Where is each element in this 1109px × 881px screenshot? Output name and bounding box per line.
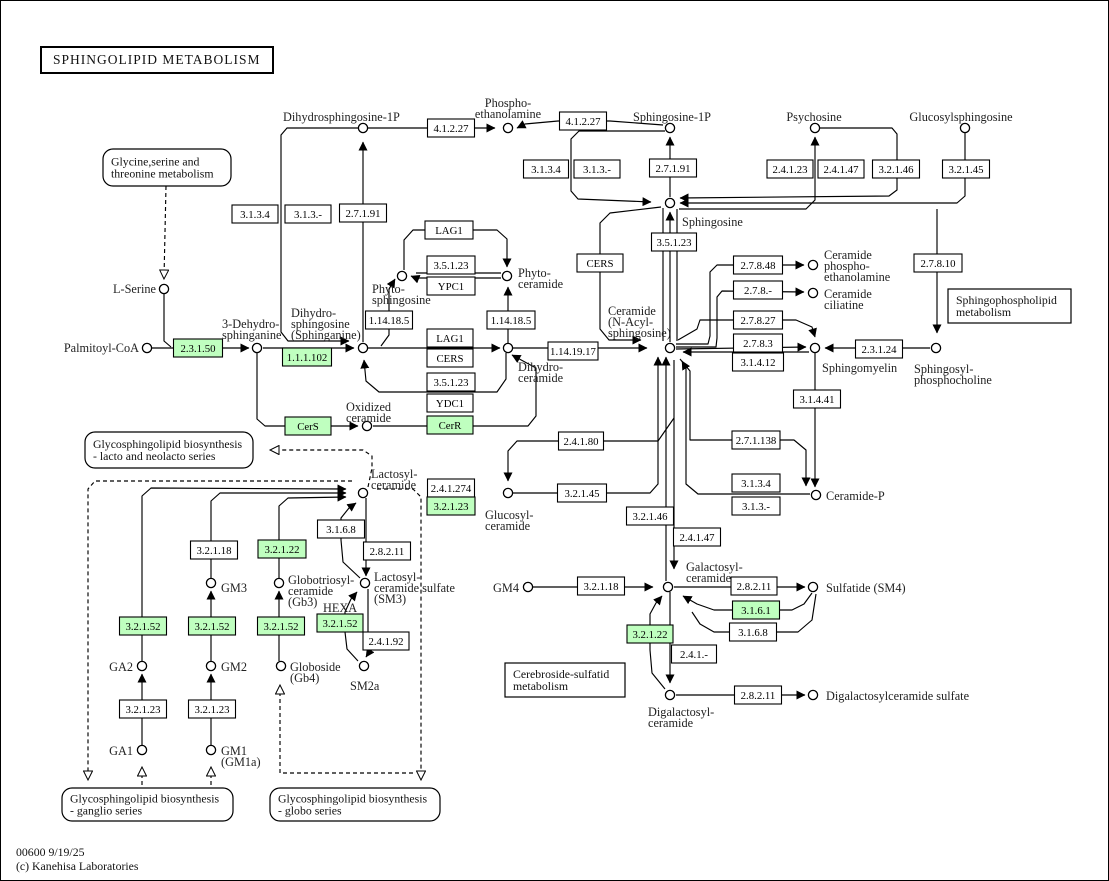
text-label: Sphingomyelin — [822, 361, 898, 375]
enzyme-label: 2.8.2.11 — [740, 689, 776, 702]
map-footer — [16, 846, 139, 873]
enzyme-label: LAG1 — [435, 224, 463, 237]
text-label: Phyto-ceramide — [518, 266, 564, 291]
enzyme-label: 2.7.1.91 — [345, 207, 381, 220]
pathway-box-label: - lacto and neolacto series — [93, 449, 216, 463]
enzyme-label: CerR — [438, 419, 462, 432]
text-label: Ceramide ciliatine — [824, 287, 872, 312]
enzyme-label: 2.3.1.50 — [180, 342, 216, 355]
compound-digalactosyl-ceramide[interactable] — [665, 690, 674, 699]
compound-ceramide-phospho-ethanolamine[interactable] — [808, 260, 817, 269]
pathway-box-label: Cerebroside-sulfatid — [513, 667, 610, 681]
edge-line — [676, 265, 804, 344]
text-label: L-Serine — [112, 282, 156, 296]
enzyme-label: 3.2.1.23 — [194, 703, 230, 716]
edge-line — [341, 503, 360, 578]
text-label: Sulfatide (SM4) — [826, 581, 906, 595]
text-label: Dihydro-sphingosine (Sphinganine) — [291, 306, 361, 342]
text-label: Galactosyl-ceramide — [686, 560, 743, 585]
text-label: Lactosyl-ceramide sulfate (SM3) — [374, 570, 455, 606]
enzyme-label: 3.2.1.52 — [125, 620, 161, 633]
enzyme-label: 1.14.18.5 — [490, 314, 532, 327]
compound-psychosine[interactable] — [810, 123, 819, 132]
text-label: Sphingosine — [682, 215, 743, 229]
text-label: Glucosylsphingosine — [909, 110, 1013, 124]
enzyme-label: 3.1.6.1 — [741, 604, 771, 617]
enzyme-label: 2.7.1.91 — [655, 162, 691, 175]
text-label: Phospho-ethanolamine — [474, 96, 542, 121]
text-label: Palmitoyl-CoA — [63, 341, 139, 355]
enzyme-label: 2.4.1.80 — [563, 435, 599, 448]
compound-dihydro-sphingosine[interactable] — [358, 343, 367, 352]
enzyme-label: 3.2.1.46 — [632, 510, 668, 523]
compound-sphingosine-1p[interactable] — [665, 123, 674, 132]
enzyme-label: 2.4.1.274 — [430, 482, 472, 495]
text-label: Dihydro-ceramide — [518, 360, 564, 385]
map-number: 00600 9/19/25 — [16, 845, 85, 859]
enzyme-label: 3.2.1.46 — [878, 163, 914, 176]
compound-gm4[interactable] — [523, 582, 532, 591]
text-label: Lactosyl-ceramide — [371, 467, 418, 492]
enzyme-label: 3.1.6.8 — [738, 626, 768, 639]
enzyme-label: 4.1.2.27 — [433, 122, 469, 135]
enzyme-label: 3.1.3.- — [294, 208, 322, 221]
text-label: GM2 — [221, 660, 247, 674]
edge-line — [164, 294, 171, 347]
enzyme-label: 3.2.1.22 — [264, 543, 300, 556]
compound-sphingosine[interactable] — [665, 198, 674, 207]
compound-sulfatide-sm4[interactable] — [808, 582, 817, 591]
text-label: Ceramide (N-Acyl-sphingosine) — [608, 304, 671, 340]
enzyme-label: 3.5.1.23 — [656, 236, 692, 249]
text-label: GM3 — [221, 581, 247, 595]
enzyme-label: 3.1.3.- — [583, 163, 611, 176]
enzyme-label: 3.5.1.23 — [433, 376, 469, 389]
text-label: Ceramide-P — [826, 489, 885, 503]
enzyme-label: 2.7.8.48 — [740, 259, 776, 272]
enzyme-label: 2.3.1.24 — [861, 343, 897, 356]
compound-globoside[interactable] — [276, 661, 285, 670]
text-label: Sphingosine-1P — [633, 110, 711, 124]
text-label: 3-Dehydro-sphinganine — [222, 317, 282, 342]
compound-lactosyl-ceramide-sulfate[interactable] — [360, 578, 369, 587]
enzyme-label: 3.2.1.18 — [583, 580, 619, 593]
compound-globotriosyl-ceramide[interactable] — [274, 578, 283, 587]
compound-palmitoyl-coa[interactable] — [142, 343, 151, 352]
text-label: Globotriosyl-ceramide (Gb3) — [288, 573, 355, 609]
enzyme-label: 3.2.1.18 — [196, 544, 232, 557]
text-label: SM2a — [350, 679, 380, 693]
compound-ceramide-p[interactable] — [811, 490, 820, 499]
text-label: Digalactosyl-ceramide — [648, 705, 715, 730]
text-label: HEXA — [323, 601, 358, 615]
edge-line — [164, 186, 166, 278]
text-label: Digalactosylceramide sulfate — [826, 689, 970, 703]
compound-dihydro-ceramide[interactable] — [503, 343, 512, 352]
enzyme-label: 2.4.1.47 — [823, 163, 859, 176]
enzyme-label: 3.2.1.52 — [194, 620, 230, 633]
enzyme-label: 1.1.1.102 — [286, 351, 328, 364]
enzyme-label: CerS — [297, 420, 319, 433]
compound-glucosylsphingosine[interactable] — [960, 123, 969, 132]
enzyme-label: LAG1 — [436, 332, 464, 345]
compound-dihydrosphingosine-1p[interactable] — [358, 123, 367, 132]
compound-sphingosyl-phosphocholine[interactable] — [931, 343, 940, 352]
text-label: GA1 — [109, 744, 133, 758]
text-label: GA2 — [109, 660, 133, 674]
enzyme-label: CERS — [436, 352, 464, 365]
pathway-box-label: - globo series — [278, 803, 342, 818]
enzyme-label: YDC1 — [435, 397, 465, 410]
enzyme-label: 2.7.8.27 — [740, 314, 776, 327]
page-title: SPHINGOLIPID METABOLISM — [40, 46, 274, 74]
compound-phyto-ceramide[interactable] — [502, 271, 511, 280]
text-label: GM1 (GM1a) — [221, 744, 261, 769]
compound-lactosyl-ceramide[interactable] — [358, 488, 367, 497]
text-label: Oxidized ceramide — [346, 400, 392, 425]
enzyme-label: 3.1.3.4 — [531, 163, 561, 176]
text-label: Phyto-sphingosine — [372, 282, 431, 307]
enzyme-label: 2.7.8.10 — [920, 257, 956, 270]
text-label: GM4 — [493, 581, 519, 595]
enzyme-label: 3.5.1.23 — [433, 259, 469, 272]
enzyme-label: 3.1.4.12 — [740, 356, 776, 369]
compound-sphingomyelin[interactable] — [810, 343, 819, 352]
enzyme-label: YPC1 — [437, 280, 465, 293]
enzyme-label: 3.2.1.52 — [322, 617, 358, 630]
compound-galactosyl-ceramide[interactable] — [663, 582, 672, 591]
enzyme-label: 2.4.1.23 — [772, 163, 808, 176]
compound-l-serine[interactable] — [159, 284, 168, 293]
enzyme-label: 2.4.1.- — [680, 648, 708, 661]
text-label: Glucosyl-ceramide — [485, 508, 534, 533]
pathway-box-label: metabolism — [956, 305, 1012, 319]
enzyme-label: 3.2.1.23 — [125, 703, 161, 716]
compound-gm2[interactable] — [206, 661, 215, 670]
pathway-box-label: Glycosphingolipid biosynthesis — [93, 437, 243, 451]
pathway-box-label: metabolism — [513, 679, 569, 693]
compound-ga2[interactable] — [137, 661, 146, 670]
enzyme-label: 3.2.1.22 — [632, 628, 668, 641]
enzyme-label: 3.2.1.52 — [263, 620, 299, 633]
enzyme-label: 3.1.3.- — [742, 500, 770, 513]
compound-ga1[interactable] — [137, 745, 146, 754]
enzyme-label: 2.7.8.3 — [743, 337, 773, 350]
enzyme-label: 2.4.1.47 — [679, 531, 715, 544]
enzyme-label: 3.2.1.45 — [948, 163, 984, 176]
enzyme-label: 2.7.8.- — [744, 284, 772, 297]
pathway-box-label: Glycosphingolipid biosynthesis — [70, 791, 220, 806]
enzyme-label: 1.14.19.17 — [550, 345, 596, 358]
enzyme-label: 2.7.1.138 — [735, 434, 777, 447]
text-label: Sphingosyl-phosphocholine — [914, 362, 992, 387]
copyright: (c) Kanehisa Laboratories — [16, 858, 139, 873]
compound-digalactosylceramide-sulfate[interactable] — [808, 690, 817, 699]
enzyme-label: 3.1.6.8 — [326, 523, 356, 536]
text-label: Dihydrosphingosine-1P — [283, 110, 400, 124]
pathway-box-label: - ganglio series — [70, 803, 143, 818]
pathway-box-label: Glycine,serine and — [111, 154, 200, 169]
enzyme-label: 2.8.2.11 — [369, 545, 405, 558]
compound-ceramide-ciliatine[interactable] — [808, 288, 817, 297]
enzyme-label: 3.1.4.41 — [799, 393, 835, 406]
enzyme-label: 3.2.1.23 — [433, 500, 469, 513]
compound-3-dehydro-sphinganine[interactable] — [252, 343, 261, 352]
compound-gm1[interactable] — [206, 745, 215, 754]
enzyme-label: 4.1.2.27 — [565, 115, 601, 128]
enzyme-label: 2.8.2.11 — [736, 580, 772, 593]
text-label: Ceramide phospho-ethanolamine — [824, 248, 891, 284]
edge-line — [680, 356, 806, 486]
text-label: Globoside (Gb4) — [290, 660, 341, 685]
compound-sm2a[interactable] — [359, 661, 368, 670]
enzyme-label: 3.1.3.4 — [240, 208, 270, 221]
enzyme-label: 1.14.18.5 — [368, 314, 410, 327]
pathway-box-label: Glycosphingolipid biosynthesis — [278, 791, 428, 806]
enzyme-label: CERS — [586, 257, 614, 270]
enzyme-label: 3.2.1.45 — [564, 487, 600, 500]
enzyme-label: 2.4.1.92 — [368, 635, 404, 648]
enzyme-label: 3.1.3.4 — [741, 477, 771, 490]
compound-phyto-sphingosine[interactable] — [397, 271, 406, 280]
pathway-box-label: Sphingophospholipid — [956, 293, 1057, 307]
pathway-box-label: threonine metabolism — [111, 166, 214, 181]
compound-phospho-ethanolamine[interactable] — [503, 123, 512, 132]
compound-ceramide[interactable] — [665, 343, 674, 352]
text-label: Psychosine — [786, 110, 842, 124]
compound-glucosyl-ceramide[interactable] — [503, 488, 512, 497]
compound-gm3[interactable] — [206, 578, 215, 587]
